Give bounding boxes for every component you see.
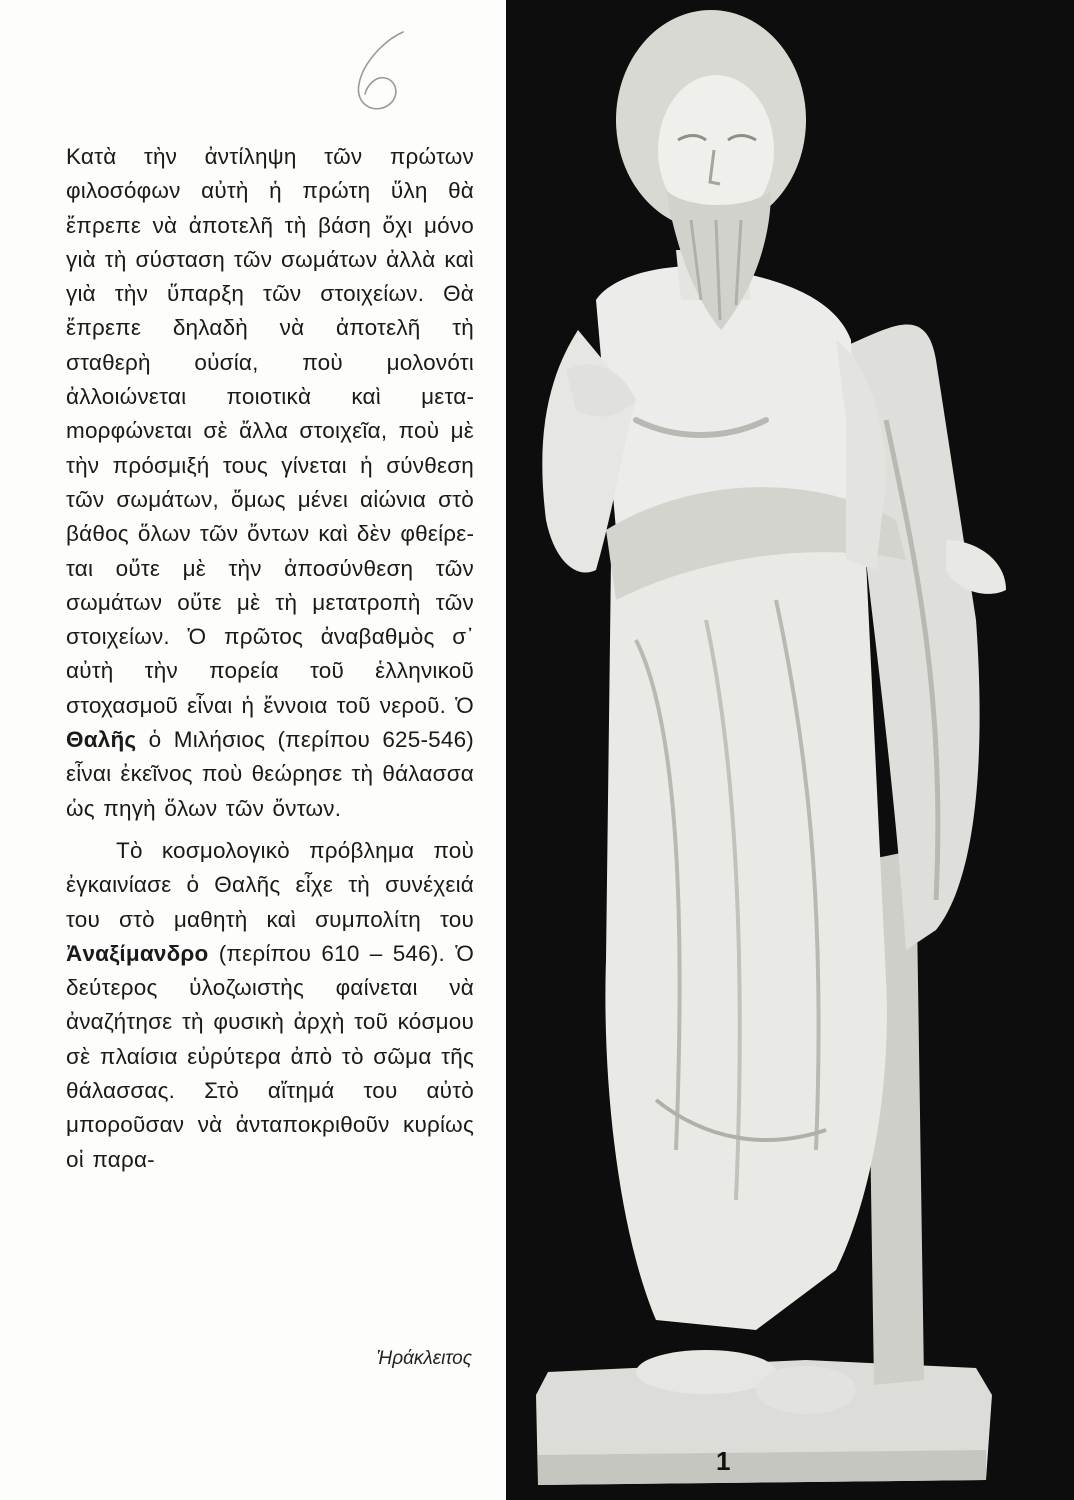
bold-name: Θαλῆς	[66, 727, 137, 753]
text-run: ὁ Μιλήσιος (περίπου 625-546) εἶναι ἐκεῖνος ποὺ θεώρησε τὴ θάλασσα ὡς πηγὴ ὅλων τῶν ὄντων.	[66, 727, 474, 821]
image-caption: Ἡράκλειτος	[376, 1348, 472, 1369]
statue-photo	[506, 0, 1074, 1500]
text-run: Κατὰ τὴν ἀντίληψη τῶν πρώτων φιλοσόφων αὐτὴ ἡ πρώτη ὕλη θὰ ἔπρεπε νὰ ἀποτελῆ τὴ βάση ὄχι μόνο γιὰ τὴ σύσταση τῶν σωμάτων ἀλλὰ καὶ γιὰ τὴν ὕπαρξη τῶν στοιχείων. Θὰ ἔπρεπε δηλαδὴ νὰ ἀποτελῆ τὴ σταθερὴ οὐσία, ποὺ μολονότι ἀλλοιώνεται ποιοτικὰ καὶ μεταmορφώνεται σὲ ἄλλα στοιχεῖα, ποὺ μὲ τὴν πρόσμιξή τους γίνεται ἡ σύνθεση τῶν σωμάτων, ὅμως μένει αἰώνια στὸ βάθος ὅλων τῶν ὄντων καὶ δὲν φθείρεται οὔτε μὲ τὴν ἀποσύνθεση τῶν σωμάτων οὔτε μὲ τὴ μετατροπὴ τῶν στοιχείων. Ὁ πρῶτος ἀναβαθμὸς σ᾽ αὐτὴ τὴν πορεία τοῦ ἑλληνικοῦ στοχασμοῦ εἶναι ἡ ἔννοια τοῦ νεροῦ. Ὁ	[66, 144, 474, 718]
right-foot	[756, 1366, 856, 1414]
base-number: 1	[716, 1446, 731, 1476]
paragraph	[66, 140, 474, 826]
text-run: Τὸ κοσμολογικὸ πρόβλημα ποὺ ἐγκαινίασε ὁ Θαλῆς εἶχε τὴ συνέχειά του στὸ μαθητὴ καὶ συμπολίτη του	[66, 837, 474, 932]
handwritten-page-mark	[345, 22, 425, 122]
paragraph	[66, 834, 474, 1177]
statue-illustration	[506, 0, 1074, 1500]
body-text	[66, 140, 474, 1177]
left-foot	[636, 1350, 776, 1394]
robe-lower	[605, 534, 886, 1330]
bold-name: Ἀναξίμανδρο	[66, 940, 209, 966]
text-run: (περίπου 610 – 546). Ὁ δεύτερος ὑλοζωιστὴς φαίνεται νὰ ἀναζήτησε τὴ φυσικὴ ἀρχὴ τοῦ κόσμου σὲ πλαίσια εὐρύτερα ἀπὸ τὸ σῶμα τῆς θάλασσας. Στὸ αἴτημά του αὐτὸ μποροῦσαν νὰ ἀνταποκριθοῦν κυρίως οἱ παρα-	[66, 940, 474, 1172]
